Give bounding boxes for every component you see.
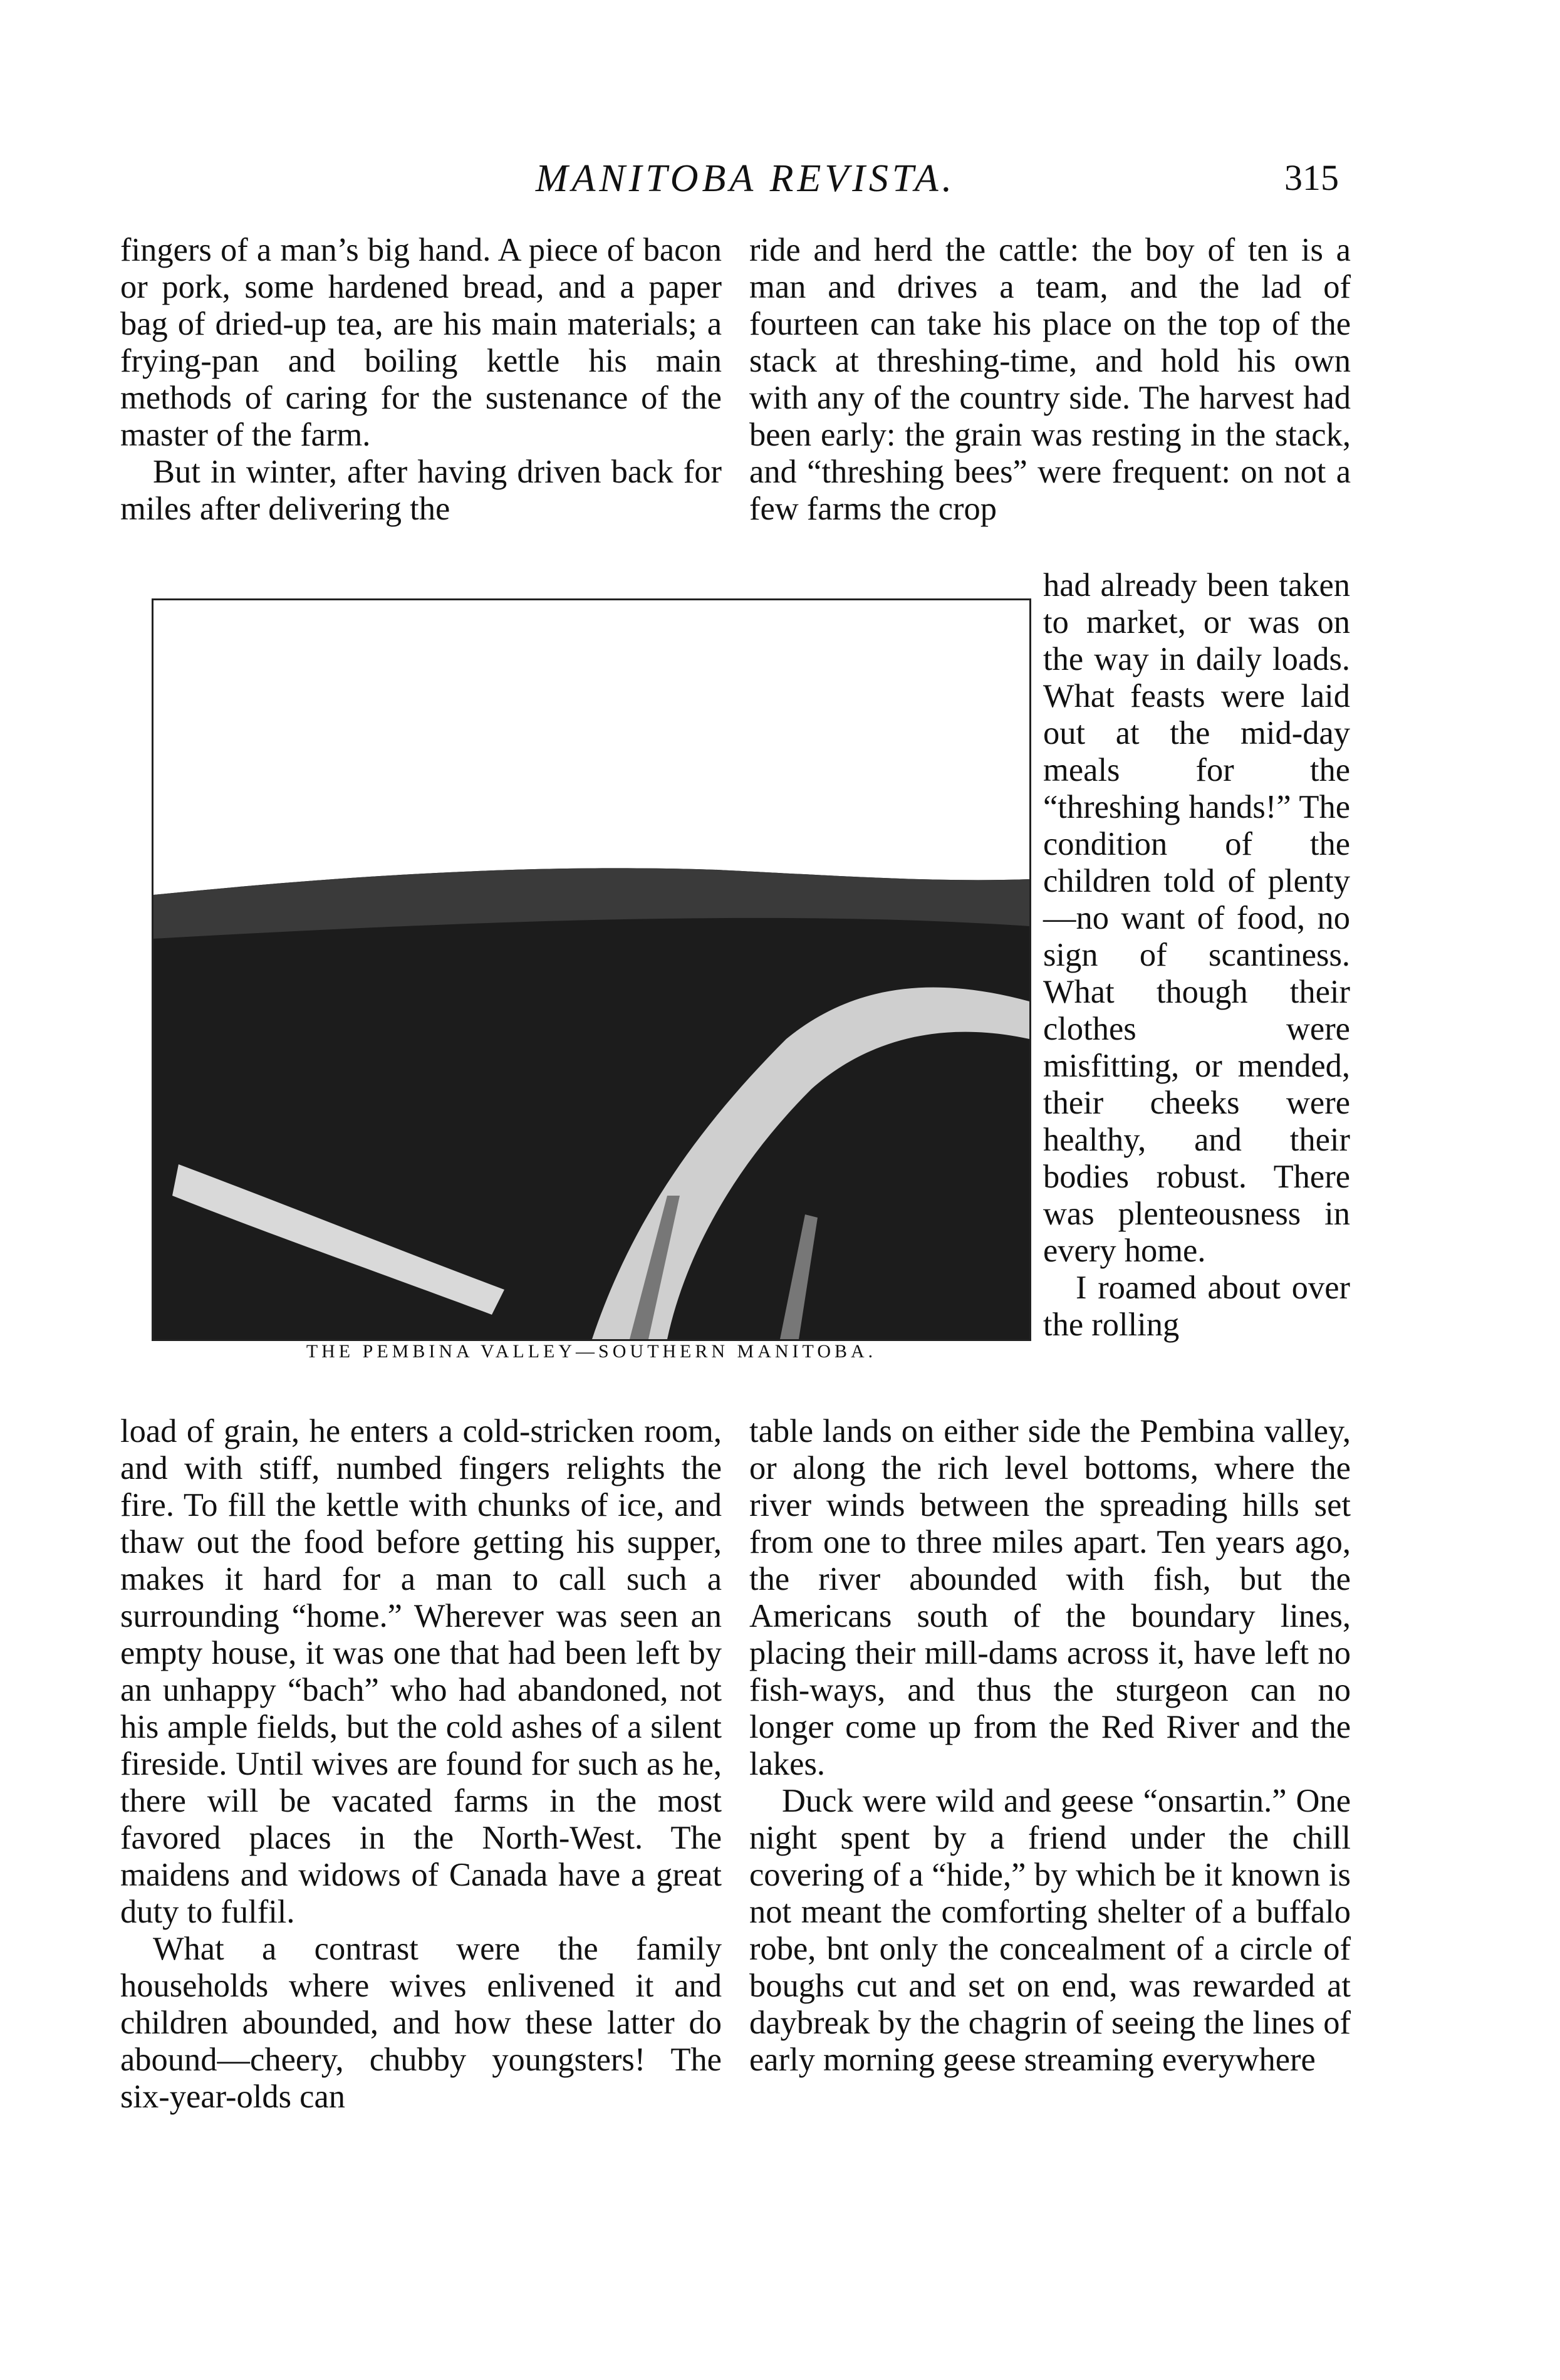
landscape-illustration xyxy=(153,600,1029,1339)
pembina-valley-photograph xyxy=(152,598,1031,1341)
paragraph: had already been taken to market, or was on the way in daily loads. What feasts were laid out at the mid-day meals for the “threshing hands!” The condition of the children told of plenty—no want of food, no sign of scantiness. What though their clothes were misfitting, or mended, their cheeks were healthy, and their bodies robust. There was plenteousness in every home. xyxy=(1043,567,1350,1269)
page-number: 315 xyxy=(1284,157,1339,198)
paragraph: load of grain, he enters a cold-stricken room, and with stiff, numbed fingers relights the fire. To fill the kettle with chunks of ice, and thaw out the food before getting his supper, makes it hard for a man to call such a surrounding “home.” Wherever was seen an empty house, it was one that had been left by an unhappy “bach” who had abandoned, not his ample fields, but the cold ashes of a silent fireside. Until wives are found for such as he, there will be vacated farms in the most favored places in the North-West. The maidens and widows of Canada have a great duty to fulfil. xyxy=(120,1413,722,1930)
running-head-title: MANITOBA REVISTA. xyxy=(535,157,956,200)
paragraph: ride and herd the cattle: the boy of ten is a man and drives a team, and the lad of fourteen can take his place on the top of the stack at threshing-time, and hold his own with any of the country side. The harvest had been early: the grain was resting in the stack, and “threshing bees” were frequent: on not a few farms the crop xyxy=(749,232,1351,527)
paragraph: Duck were wild and geese “onsartin.” One night spent by a friend under the chill covering of a “hide,” by which be it known is not meant the comforting shelter of a buffalo robe, bnt only the concealment of a circle of boughs cut and set on end, was rewarded at daybreak by the chagrin of seeing the lines of early morning geese streaming everywhere xyxy=(749,1783,1351,2078)
left-column-top xyxy=(120,232,722,528)
right-column-top xyxy=(749,232,1351,528)
paragraph: But in winter, after having driven back for miles after delivering the xyxy=(120,454,722,527)
paragraph: What a contrast were the family households where wives enlivened it and children abounded, and how these latter do abound—cheery, chubby youngsters! The six-year-olds can xyxy=(120,1931,722,2115)
right-column-wrap xyxy=(1043,567,1350,1344)
left-column-bottom xyxy=(120,1413,722,2116)
paragraph: fingers of a man’s big hand. A piece of bacon or pork, some hardened bread, and a paper bag of dried-up tea, are his main materials; a frying-pan and boiling kettle his main methods of caring for the sustenance of the master of the farm. xyxy=(120,232,722,453)
sky xyxy=(153,600,1029,895)
paragraph: table lands on either side the Pembina valley, or along the rich level bottoms, where the river winds between the spreading hills set from one to three miles apart. Ten years ago, the river abounded with fish, but the Americans south of the boundary lines, placing their mill-dams across it, have left no fish-ways, and thus the sturgeon can no longer come up from the Red River and the lakes. xyxy=(749,1413,1351,1782)
hillside xyxy=(153,868,1029,1339)
figure-caption: THE PEMBINA VALLEY—SOUTHERN MANITOBA. xyxy=(306,1341,877,1362)
paragraph: I roamed about over the rolling xyxy=(1043,1270,1350,1343)
right-column-bottom xyxy=(749,1413,1351,2079)
